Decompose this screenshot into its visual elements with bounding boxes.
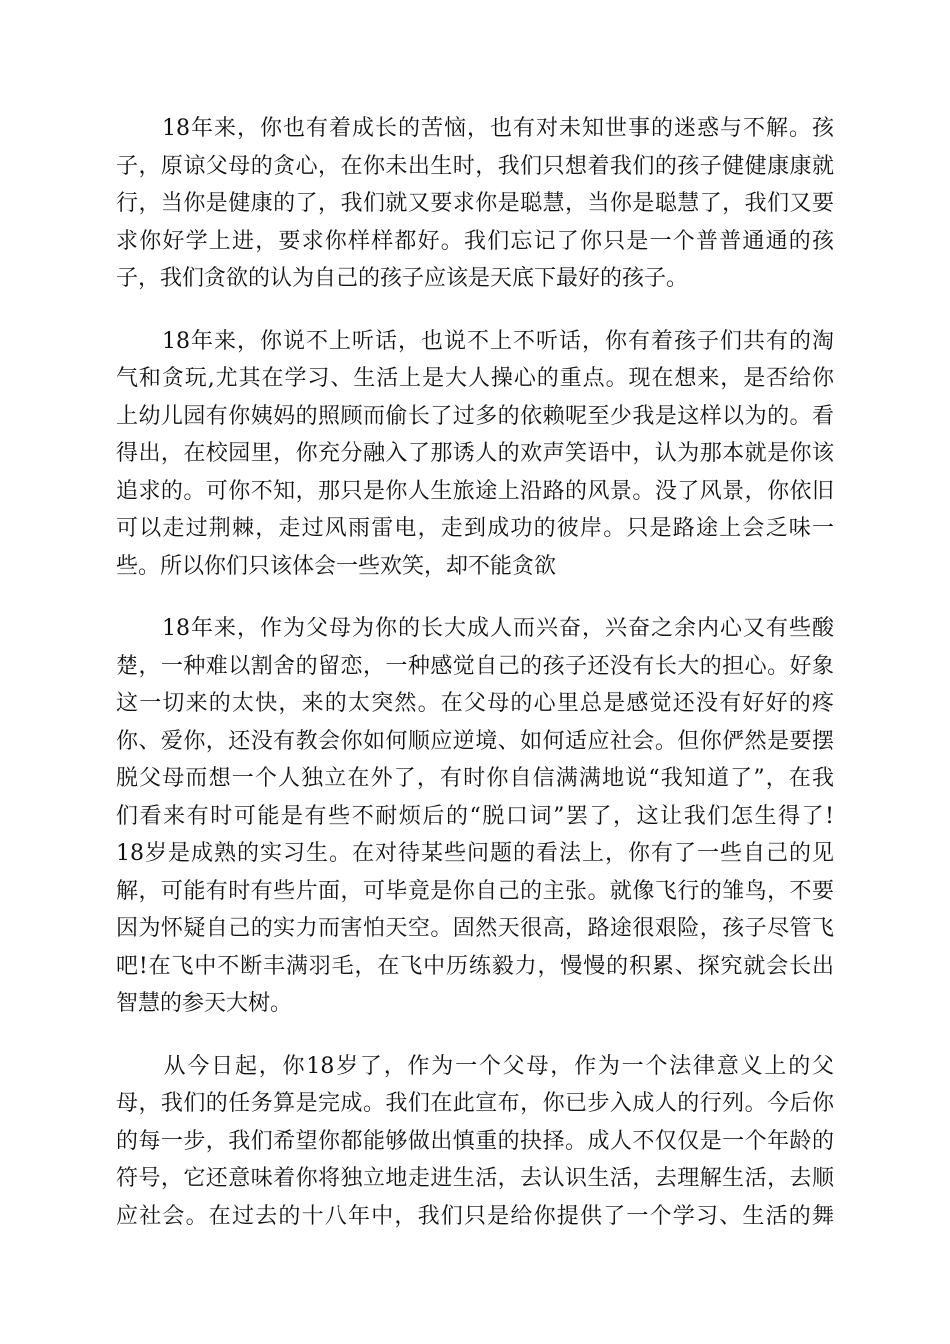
text-line: 这一切来的太快，来的太突然。在父母的心里总是感觉还没有好好的疼 <box>116 691 834 716</box>
text-line: 智慧的参天大树。 <box>116 991 293 1016</box>
text-line: 18岁是成熟的实习生。在对待某些问题的看法上，你有了一些自己的见 <box>116 841 834 866</box>
document-body <box>116 110 834 1260</box>
text-line: 解，可能有时有些片面，可毕竟是你自己的主张。就像飞行的雏鸟，不要 <box>116 878 834 904</box>
text-line: 上幼儿园有你姨妈的照顾而偷长了过多的依赖呢至少我是这样以为的。看 <box>116 403 834 429</box>
text-line: 应社会。在过去的十八年中，我们只是给你提供了一个学习、生活的舞 <box>116 1203 834 1229</box>
text-line: 从今日起，你18岁了，作为一个父母，作为一个法律意义上的父 <box>116 1053 834 1079</box>
paragraph-3 <box>116 610 834 1023</box>
text-line: 脱父母而想一个人独立在外了，有时你自信满满地说“我知道了”，在我 <box>116 766 834 791</box>
text-line: 你、爱你，还没有教会你如何顺应逆境、如何适应社会。但你俨然是要摆 <box>116 728 834 754</box>
text-line: 18年来，作为父母为你的长大成人而兴奋，兴奋之余内心又有些酸 <box>116 616 834 641</box>
text-line: 追求的。可你不知，那只是你人生旅途上沿路的风景。没了风景，你依旧 <box>116 478 834 504</box>
paragraph-4 <box>116 1048 834 1236</box>
text-line: 因为怀疑自己的实力而害怕天空。固然天很高，路途很艰险，孩子尽管飞 <box>116 916 834 941</box>
text-line: 气和贪玩,尤其在学习、生活上是大人操心的重点。现在想来，是否给你 <box>116 366 834 391</box>
text-line: 楚，一种难以割舍的留恋，一种感觉自己的孩子还没有长大的担心。好象 <box>116 653 834 679</box>
text-line: 些。所以你们只该体会一些欢笑，却不能贪欲 <box>116 553 557 579</box>
text-line: 可以走过荆棘，走过风雨雷电，走到成功的彼岸。只是路途上会乏味一 <box>116 516 834 541</box>
text-line: 求你好学上进，要求你样样都好。我们忘记了你只是一个普普通通的孩 <box>116 228 834 254</box>
text-line: 18年来，你也有着成长的苦恼，也有对未知世事的迷惑与不解。孩 <box>116 116 834 141</box>
text-line: 吧!在飞中不断丰满羽毛，在飞中历练毅力，慢慢的积累、探究就会长出 <box>116 953 834 979</box>
text-line: 母，我们的任务算是完成。我们在此宣布，你已步入成人的行列。今后你 <box>116 1091 834 1116</box>
text-line: 子，原谅父母的贪心，在你未出生时，我们只想着我们的孩子健健康康就 <box>116 153 834 179</box>
text-line: 子，我们贪欲的认为自己的孩子应该是天底下最好的孩子。 <box>116 266 689 291</box>
text-line: 符号，它还意味着你将独立地走进生活，去认识生活，去理解生活，去顺 <box>116 1166 834 1191</box>
text-line: 得出，在校园里，你充分融入了那诱人的欢声笑语中，认为那本就是你该 <box>116 441 834 466</box>
paragraph-1 <box>116 110 834 298</box>
text-line: 的每一步，我们希望你都能够做出慎重的抉择。成人不仅仅是一个年龄的 <box>116 1128 834 1154</box>
text-line: 18年来，你说不上听话，也说不上不听话，你有着孩子们共有的淘 <box>116 328 834 354</box>
text-line: 行，当你是健康的了，我们就又要求你是聪慧，当你是聪慧了，我们又要 <box>116 191 834 216</box>
paragraph-2 <box>116 323 834 586</box>
text-line: 们看来有时可能是有些不耐烦后的“脱口词”罢了，这让我们怎生得了! <box>116 803 834 829</box>
